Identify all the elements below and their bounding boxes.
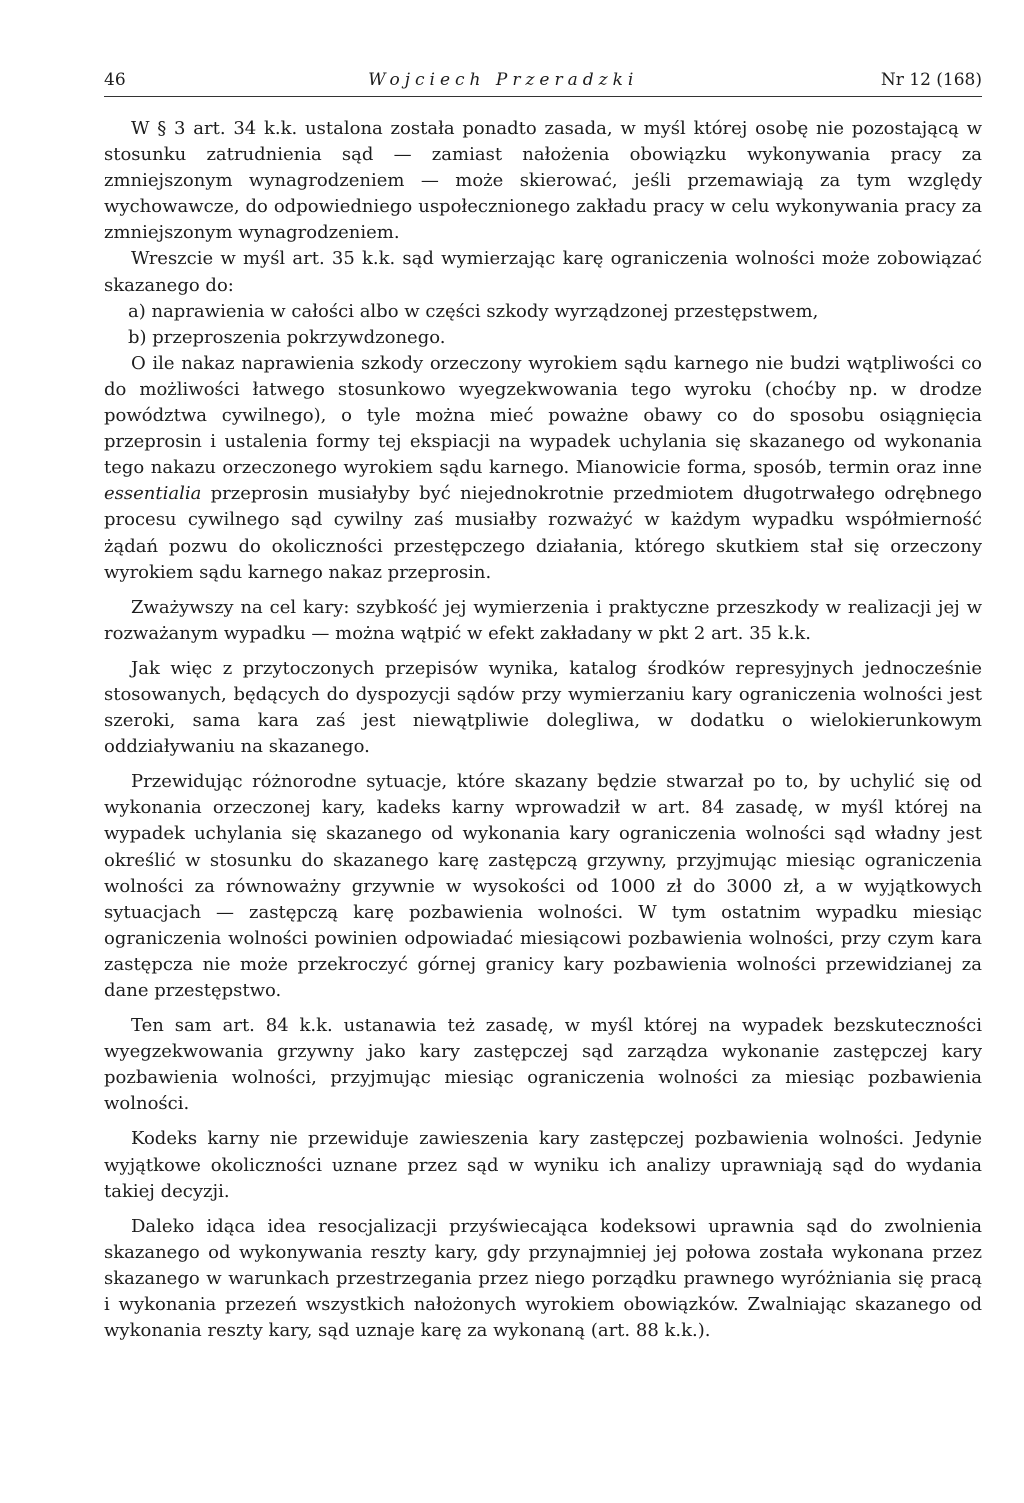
paragraph-3-part-1: O ile nakaz naprawienia szkody orzeczony wyrokiem sądu karnego nie budzi wątpliwości co do możliwości łatwego stosunkowo wyegzekwowania tego wyroku (choćby np. w drodze powództwa cywilnego), o tyle można mieć poważne obawy co do sposobu osiągnięcia przeprosin i ustalenia formy tej ekspiacji na wypadek uchylania się skazanego od wykonania tego nakazu orzeczonego wyrokiem sądu karnego. Mianowicie forma, sposób, termin oraz inne <box>104 352 982 479</box>
paragraph-3-italic-term: essentialia <box>104 483 202 505</box>
paragraph-5: Jak więc z przytoczonych przepisów wynika, katalog środków represyjnych jednocześnie stosowanych, będących do dyspozycji sądów przy wymierzaniu kary ograniczenia wolności jest szeroki, sama kara zaś jest niewątpliwie dolegliwa, w dodatku o wielokierunkowym oddziaływaniu na skazanego. <box>104 657 982 758</box>
paragraph-3 <box>104 351 982 586</box>
running-title: Wojciech Przeradzki <box>368 70 639 90</box>
paragraph-6: Przewidując różnorodne sytuacje, które skazany będzie stwarzał po to, by uchylić się od wykonania orzeczonej kary, kadeks karny wprowadził w art. 84 zasadę, w myśl której na wypadek uchylania się skazanego od wykonania kary ograniczenia wolności sąd władny jest określić w stosunku do skazanego karę zastępczą grzywny, przyjmując miesiąc ograniczenia wolności za równoważny grzywnie w wysokości od 1000 zł do 3000 zł, a w wyjątkowych sytuacjach — zastępczą karę pozbawienia wolności. W tym ostatnim wypadku miesiąc ograniczenia wolności powinien odpowiadać miesiącowi pozbawienia wolności, przy czym kara zastępcza nie może przekroczyć górnej granicy kary pozbawienia wolności przewidzianej za dane przestępstwo. <box>104 771 982 1001</box>
issue-number: Nr 12 (168) <box>880 70 982 90</box>
paragraph-1: W § 3 art. 34 k.k. ustalona została ponadto zasada, w myśl której osobę nie pozostającą w stosunku zatrudnienia sąd — zamiast nałożenia obowiązku wykonywania pracy za zmniejszonym wynagrodzeniem — może skierować, jeśli przemawiają za tym względy wychowawcze, do odpowiedniego uspołecznionego zakładu pracy w celu wykonywania pracy za zmniejszonym wynagrodzeniem. <box>104 118 982 244</box>
page-header <box>104 70 982 97</box>
paragraph-3-part-2: przeprosin musiałyby być niejednokrotnie przedmiotem długotrwałego odrębnego procesu cywilnego sąd cywilny zaś musiałby rozważyć w każdym wypadku współmierność żądań pozwu do okoliczności przestępczego działania, którego skutkiem stał się orzeczony wyrokiem sądu karnego nakaz przeprosin. <box>104 483 982 583</box>
article-body <box>104 116 982 1344</box>
page-number: 46 <box>104 70 126 90</box>
list-item-a: a) naprawienia w całości albo w części szkody wyrządzonej przestępstwem, <box>128 300 819 322</box>
list-item-b: b) przeproszenia pokrzywdzonego. <box>128 326 446 348</box>
paragraph-7: Ten sam art. 84 k.k. ustanawia też zasadę, w myśl której na wypadek bezskuteczności wyegzekwowania grzywny jako kary zastępczej sąd zarządza wykonanie zastępczej kary pozbawienia wolności, przyjmując miesiąc ograniczenia wolności za miesiąc pozbawienia wolności. <box>104 1015 982 1115</box>
paragraph-4: Zważywszy na cel kary: szybkość jej wymierzenia i praktyczne przeszkody w realizacji jej w rozważanym wypadku — można wątpić w efekt zakładany w pkt 2 art. 35 k.k. <box>104 596 982 644</box>
paragraph-8: Kodeks karny nie przewiduje zawieszenia kary zastępczej pozbawienia wolności. Jedynie wyjątkowe okoliczności uznane przez sąd w wyniku ich analizy uprawniają sąd do wydania takiej decyzji. <box>104 1128 982 1202</box>
document-page <box>104 70 982 1344</box>
paragraph-9: Daleko idąca idea resocjalizacji przyświecająca kodeksowi uprawnia sąd do zwolnienia skazanego od wykonywania reszty kary, gdy przynajmniej jej połowa została wykonana przez skazanego w warunkach przestrzegania przez niego porządku prawnego wyróżniania się pracą i wykonania przezeń wszystkich nałożonych wyrokiem obowiązków. Zwalniając skazanego od wykonania reszty kary, sąd uznaje karę za wykonaną (art. 88 k.k.). <box>104 1215 982 1342</box>
paragraph-2: Wreszcie w myśl art. 35 k.k. sąd wymierzając karę ograniczenia wolności może zobowiązać skazanego do: <box>104 248 982 296</box>
